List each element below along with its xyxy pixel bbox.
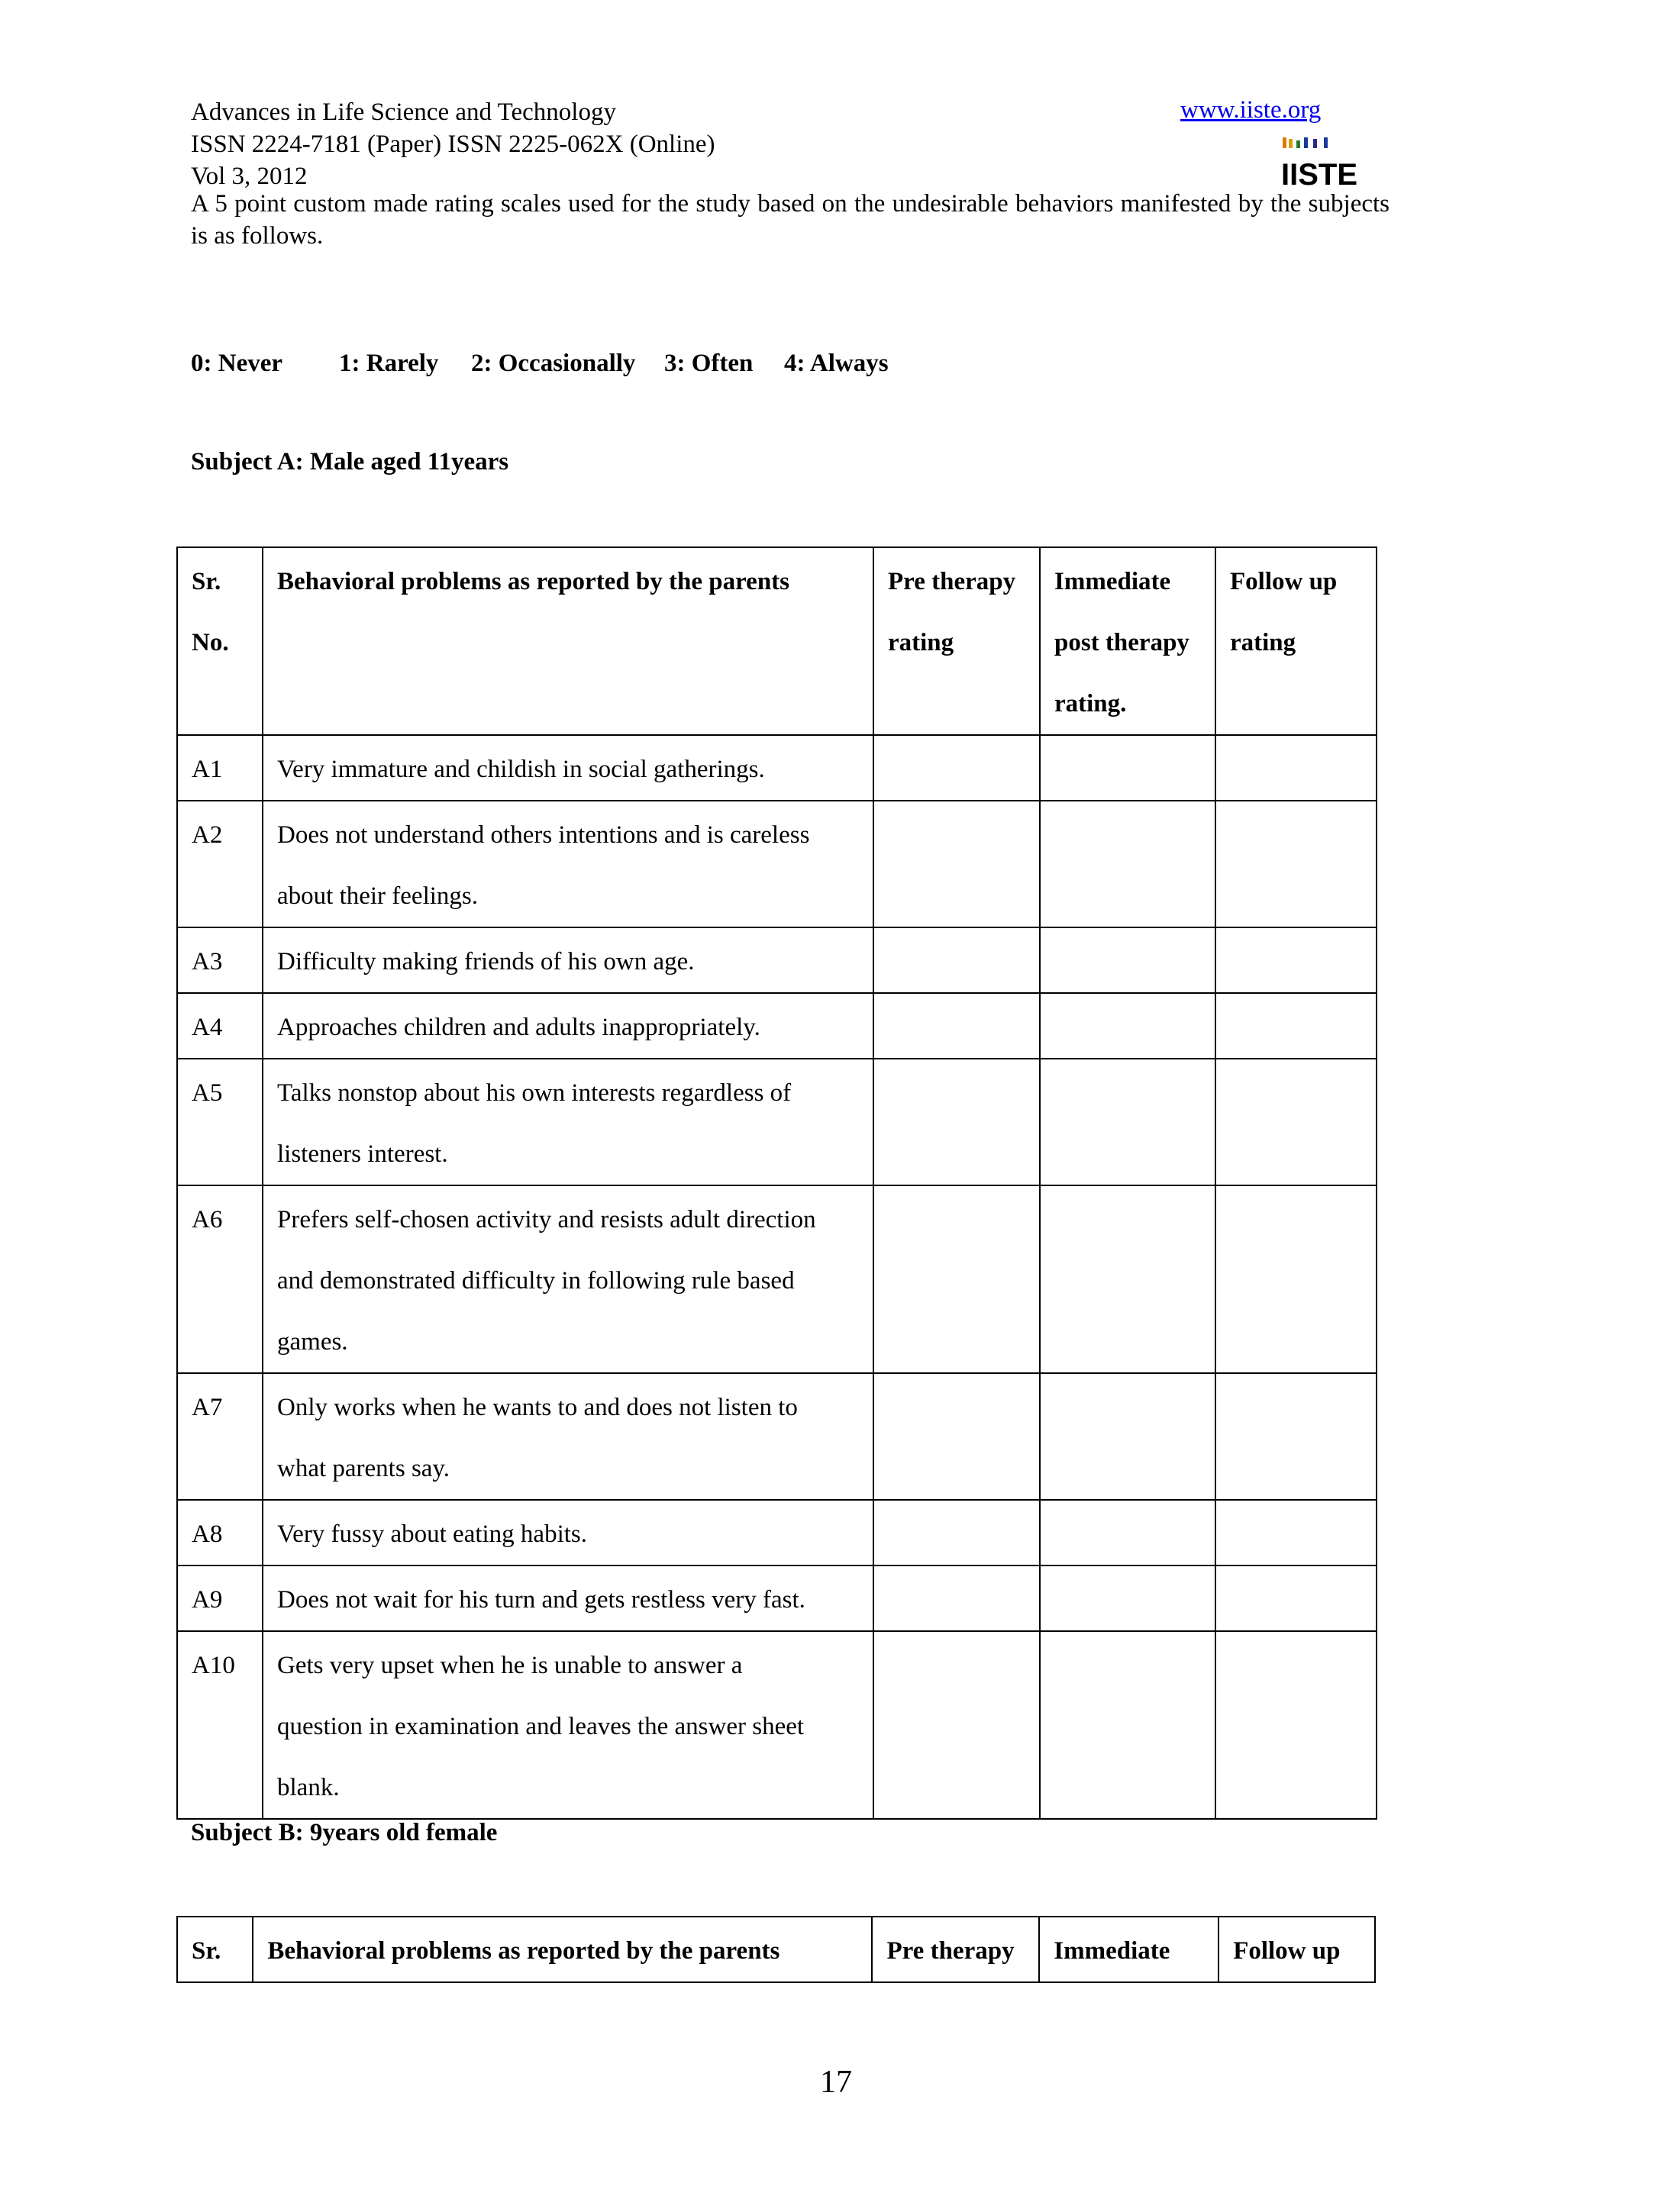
row-id: A7 xyxy=(177,1373,263,1500)
table-row xyxy=(177,1565,1377,1631)
follow-rating-cell xyxy=(1215,927,1377,993)
header-pre-therapy: Pre therapy xyxy=(872,1917,1039,1982)
problem-line: Approaches children and adults inappropriately. xyxy=(277,1014,760,1041)
row-id: A3 xyxy=(177,927,263,993)
header-sr: Sr. xyxy=(177,1917,253,1982)
row-problem xyxy=(263,927,873,993)
problem-line: Talks nonstop about his own interests regardless of xyxy=(277,1079,792,1107)
problem-line: Difficulty making friends of his own age. xyxy=(277,948,695,975)
row-id: A9 xyxy=(177,1565,263,1631)
row-problem xyxy=(263,1631,873,1819)
problem-line: listeners interest. xyxy=(277,1140,448,1168)
header-problem: Behavioral problems as reported by the parents xyxy=(263,547,873,735)
intro-paragraph: A 5 point custom made rating scales used for the study based on the undesirable behaviors manifested by the subjects is as follows. xyxy=(191,190,1390,250)
pre-rating-cell xyxy=(873,1631,1040,1819)
pre-rating-cell xyxy=(873,1565,1040,1631)
pre-rating-cell xyxy=(873,735,1040,801)
problem-line: question in examination and leaves the answer sheet xyxy=(277,1713,805,1740)
row-problem xyxy=(263,801,873,927)
row-id: A6 xyxy=(177,1185,263,1373)
post-rating-cell xyxy=(1040,1185,1215,1373)
scale-often: 3: Often xyxy=(664,350,754,377)
post-rating-cell xyxy=(1040,735,1215,801)
table-row xyxy=(177,993,1377,1059)
table-row xyxy=(177,927,1377,993)
iiste-logo xyxy=(1280,136,1358,192)
table-header-row xyxy=(177,547,1377,735)
issn-line: ISSN 2224-7181 (Paper) ISSN 2225-062X (Online) xyxy=(191,131,715,158)
row-id: A4 xyxy=(177,993,263,1059)
pre-rating-cell xyxy=(873,1500,1040,1565)
row-problem xyxy=(263,1185,873,1373)
pre-rating-cell xyxy=(873,1059,1040,1185)
problem-line: and demonstrated difficulty in following rule based xyxy=(277,1267,795,1295)
table-row xyxy=(177,1631,1377,1819)
follow-rating-cell xyxy=(1215,735,1377,801)
problem-line: Prefers self-chosen activity and resists adult direction xyxy=(277,1206,816,1233)
pre-rating-cell xyxy=(873,993,1040,1059)
volume-line: Vol 3, 2012 xyxy=(191,163,308,190)
row-id: A10 xyxy=(177,1631,263,1819)
table-row xyxy=(177,801,1377,927)
scale-rarely: 1: Rarely xyxy=(339,350,439,377)
subject-a-table xyxy=(176,547,1377,1820)
header-pre-therapy: Pre therapy rating xyxy=(873,547,1040,735)
table-row xyxy=(177,1373,1377,1500)
row-id: A2 xyxy=(177,801,263,927)
table-row xyxy=(177,1059,1377,1185)
problem-line: Does not wait for his turn and gets restless very fast. xyxy=(277,1586,805,1614)
post-rating-cell xyxy=(1040,1373,1215,1500)
row-problem xyxy=(263,1059,873,1185)
follow-rating-cell xyxy=(1215,1059,1377,1185)
header-post-therapy: Immediate post therapy rating. xyxy=(1040,547,1215,735)
header-follow-up: Follow up xyxy=(1218,1917,1375,1982)
pre-rating-cell xyxy=(873,801,1040,927)
post-rating-cell xyxy=(1040,1500,1215,1565)
scale-occasionally: 2: Occasionally xyxy=(471,350,636,377)
row-problem xyxy=(263,1373,873,1500)
problem-line: what parents say. xyxy=(277,1455,450,1482)
problem-line: Only works when he wants to and does not listen to xyxy=(277,1394,798,1421)
problem-line: Does not understand others intentions and is careless xyxy=(277,821,810,849)
pre-rating-cell xyxy=(873,927,1040,993)
problem-line: blank. xyxy=(277,1774,340,1801)
pre-rating-cell xyxy=(873,1185,1040,1373)
follow-rating-cell xyxy=(1215,1565,1377,1631)
subject-b-title: Subject B: 9years old female xyxy=(191,1819,498,1846)
journal-url-link[interactable]: www.iiste.org xyxy=(1180,96,1322,124)
post-rating-cell xyxy=(1040,1631,1215,1819)
table-header-row xyxy=(177,1917,1375,1982)
row-problem xyxy=(263,735,873,801)
follow-rating-cell xyxy=(1215,1500,1377,1565)
page-number: 17 xyxy=(820,2065,852,2100)
row-id: A5 xyxy=(177,1059,263,1185)
table-row xyxy=(177,735,1377,801)
row-problem xyxy=(263,993,873,1059)
row-problem xyxy=(263,1500,873,1565)
row-id: A1 xyxy=(177,735,263,801)
header-post-therapy: Immediate xyxy=(1039,1917,1218,1982)
problem-line: Very immature and childish in social gatherings. xyxy=(277,756,765,783)
follow-rating-cell xyxy=(1215,1185,1377,1373)
problem-line: Very fussy about eating habits. xyxy=(277,1520,588,1548)
post-rating-cell xyxy=(1040,1565,1215,1631)
header-problem: Behavioral problems as reported by the parents xyxy=(253,1917,872,1982)
problem-line: Gets very upset when he is unable to answer a xyxy=(277,1652,743,1679)
row-id: A8 xyxy=(177,1500,263,1565)
table-row xyxy=(177,1500,1377,1565)
pre-rating-cell xyxy=(873,1373,1040,1500)
journal-title: Advances in Life Science and Technology xyxy=(191,98,616,126)
problem-line: games. xyxy=(277,1328,348,1356)
follow-rating-cell xyxy=(1215,993,1377,1059)
post-rating-cell xyxy=(1040,1059,1215,1185)
follow-rating-cell xyxy=(1215,1631,1377,1819)
svg-text:IISTE: IISTE xyxy=(1281,158,1358,192)
row-problem xyxy=(263,1565,873,1631)
scale-never: 0: Never xyxy=(191,350,283,377)
header-follow-up: Follow up rating xyxy=(1215,547,1377,735)
subject-a-title: Subject A: Male aged 11years xyxy=(191,448,509,476)
scale-always: 4: Always xyxy=(784,350,889,377)
table-row xyxy=(177,1185,1377,1373)
problem-line: about their feelings. xyxy=(277,882,479,910)
post-rating-cell xyxy=(1040,927,1215,993)
post-rating-cell xyxy=(1040,801,1215,927)
post-rating-cell xyxy=(1040,993,1215,1059)
follow-rating-cell xyxy=(1215,1373,1377,1500)
subject-b-table xyxy=(176,1916,1376,1983)
header-sr: Sr. No. xyxy=(177,547,263,735)
follow-rating-cell xyxy=(1215,801,1377,927)
